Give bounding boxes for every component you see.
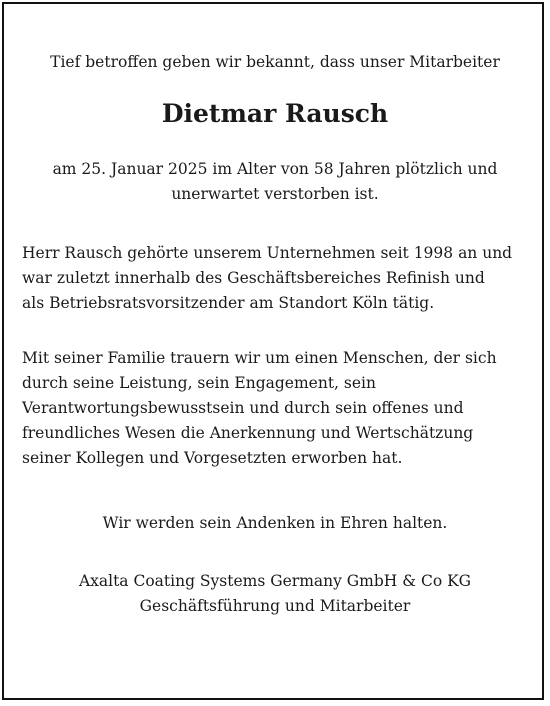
career-paragraph [22,241,528,316]
family-line: freundliches Wesen die Anerkennung und Wertschätzung [22,424,474,442]
family-line: Verantwortungsbewusstsein und durch sein offenes und [22,399,464,417]
signature-block [22,569,528,619]
career-line: war zuletzt innerhalb des Geschäftsbereiches Refinish und [22,269,485,287]
family-line: durch seine Leistung, sein Engagement, sein [22,374,376,392]
deceased-name: Dietmar Rausch [161,99,389,128]
family-paragraph [22,346,528,471]
date-line: am 25. Januar 2025 im Alter von 58 Jahren plötzlich und [52,160,498,178]
career-line: Herr Rausch gehörte unserem Unternehmen seit 1998 an und [22,244,513,262]
family-line: Mit seiner Familie trauern wir um einen Menschen, der sich [22,349,497,367]
career-line: als Betriebsratsvorsitzender am Standort Köln tätig. [22,294,435,312]
company-name: Axalta Coating Systems Germany GmbH & Co KG [78,572,472,590]
date-paragraph [22,157,528,207]
family-line: seiner Kollegen und Vorgesetzten erworben hat. [22,449,403,467]
signature-line: Geschäftsführung und Mitarbeiter [139,597,411,615]
memory-text: Wir werden sein Andenken in Ehren halten. [102,514,448,532]
date-line: unerwartet verstorben ist. [171,185,379,203]
intro-text: Tief betroffen geben wir bekannt, dass unser Mitarbeiter [50,53,500,71]
